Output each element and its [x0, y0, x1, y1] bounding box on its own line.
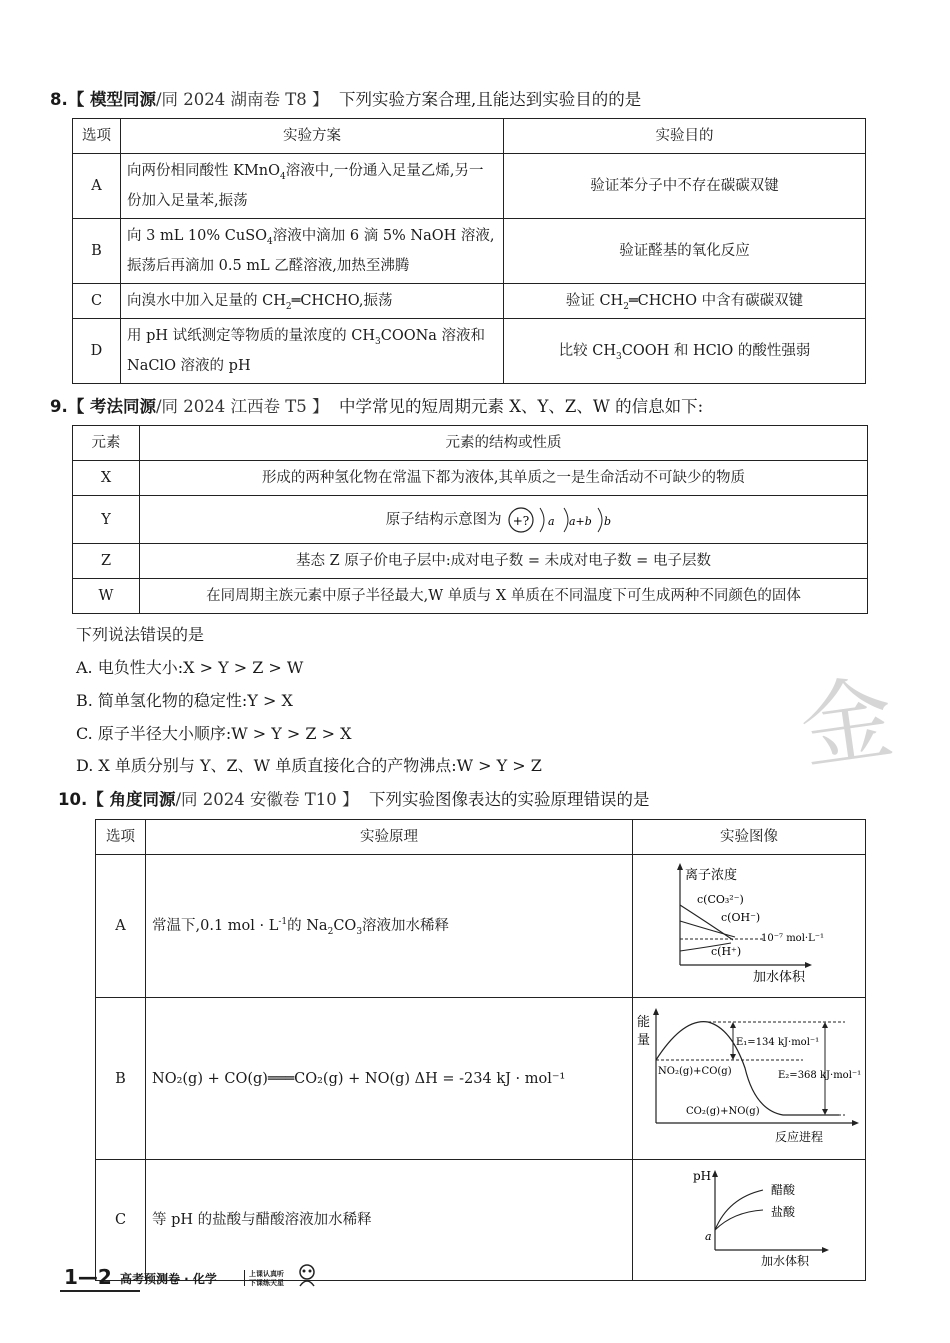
principle-cell: 常温下,0.1 mol · $L^{-1}$的 $Na_2CO_3$溶液加水稀释	[146, 855, 633, 998]
graph-b	[633, 998, 864, 1148]
footer-divider	[244, 1270, 245, 1286]
atom-shell-2: a+b	[569, 514, 593, 528]
graph-a	[633, 855, 864, 986]
q9-table	[72, 425, 868, 614]
graph-b-label-e1: E₁=134 kJ·mol⁻¹	[736, 1037, 820, 1048]
graph-a-xlabel: 加水体积	[753, 970, 806, 985]
graph-a-label-h: c(H⁺)	[711, 945, 742, 958]
table-row: D 用 pH 试纸测定等物质的量浓度的 $CH_3COONa$ 溶液和 NaClO 溶液的 pH 比较 $CH_3COOH$ 和 HClO 的酸性强弱	[73, 319, 866, 384]
atom-structure-cell: 原子结构示意图为 +? a a+b b	[140, 496, 868, 544]
graph-a-label-oh: c(OH⁻)	[721, 911, 761, 924]
atom-structure-diagram	[506, 500, 621, 540]
q9-option-b[interactable]: B. 简单氢化物的稳定性:Y > X	[76, 691, 293, 710]
table-row: B NO₂(g) + CO(g)═══CO₂(g) + NO(g) ΔH = -234 kJ · mol⁻¹ 能 量 E₁=134 kJ·mol⁻¹ E₂=368 kJ·mol⁻¹ NO₂(g)+CO(g) CO₂(g)+NO(g) 反应进程	[96, 998, 866, 1160]
footer-page-number: 1—2	[64, 1265, 112, 1289]
graph-a-label-co3: c(CO₃²⁻)	[697, 893, 744, 906]
q8-table	[72, 118, 866, 384]
q10-header-graph: 实验图像	[633, 820, 866, 855]
q9-prompt: 下列说法错误的是	[76, 625, 205, 644]
footer-slogan-2: 下课练天星	[249, 1279, 284, 1287]
q9-header-element: 元素	[73, 426, 140, 461]
graph-c-cell	[633, 1160, 866, 1281]
q9-option-d[interactable]: D. X 单质分别与 Y、Z、W 单质直接化合的产物沸点:W > Y > Z	[76, 756, 542, 775]
q8-header-plan: 实验方案	[121, 119, 504, 154]
plan-cell: 用 pH 试纸测定等物质的量浓度的 $CH_3COONa$ 溶液和 NaClO 溶液的 pH	[121, 319, 504, 384]
q10-header-principle: 实验原理	[146, 820, 633, 855]
graph-b-cell	[633, 998, 866, 1160]
q10-heading: 10.【 角度同源/同 2024 安徽卷 T10 】 下列实验图像表达的实验原理错误的是	[58, 790, 650, 809]
footer-slogan-1: 上课认真听	[249, 1270, 284, 1278]
q9-option-c[interactable]: C. 原子半径大小顺序:W > Y > Z > X	[76, 724, 352, 743]
graph-b-label-reactants: NO₂(g)+CO(g)	[658, 1066, 732, 1077]
footer-rule	[60, 1290, 140, 1292]
mascot-icon	[292, 1262, 322, 1288]
graph-c-label-acetic: 醋酸	[771, 1183, 796, 1197]
graph-b-label-e2: E₂=368 kJ·mol⁻¹	[778, 1070, 862, 1081]
graph-c-xlabel: 加水体积	[761, 1254, 810, 1268]
plan-cell: 向两份相同酸性 KMnO$_4$溶液中,一份通入足量乙烯,另一份加入足量苯,振荡	[121, 154, 504, 219]
goal-cell: 验证 $CH_2═CHCHO$ 中含有碳碳双键	[504, 284, 866, 319]
q9-option-a[interactable]: A. 电负性大小:X > Y > Z > W	[76, 658, 304, 677]
graph-a-ylabel: 离子浓度	[685, 868, 738, 883]
graph-a-label-1e-7: 10⁻⁷ mol·L⁻¹	[761, 933, 824, 944]
graph-a-cell	[633, 855, 866, 998]
atom-shell-1: a	[548, 514, 555, 528]
table-row: B 向 3 mL 10% CuSO$_4$溶液中滴加 6 滴 5% NaOH 溶液,振荡后再滴加 0.5 mL 乙醛溶液,加热至沸腾 验证醛基的氧化反应	[73, 219, 866, 284]
q10-table	[95, 819, 866, 1281]
plan-cell: 向 3 mL 10% CuSO$_4$溶液中滴加 6 滴 5% NaOH 溶液,振荡后再滴加 0.5 mL 乙醛溶液,加热至沸腾	[121, 219, 504, 284]
table-row: A 常温下,0.1 mol · $L^{-1}$的 $Na_2CO_3$溶液加水稀释 离子浓度 加水体积 c(CO₃²⁻) c(OH⁻) 10⁻⁷ mol·L⁻¹ c(H⁺)	[96, 855, 866, 998]
table-row: X 形成的两种氢化物在常温下都为液体,其单质之一是生命活动不可缺少的物质	[73, 461, 868, 496]
plan-cell: 向溴水中加入足量的 $CH_2═CHCHO$,振荡	[121, 284, 504, 319]
q9-header-info: 元素的结构或性质	[140, 426, 868, 461]
q9-heading: 9.【 考法同源/同 2024 江西卷 T5 】 中学常见的短周期元素 X、Y、Z、W 的信息如下:	[50, 397, 704, 416]
table-row: Z 基态 Z 原子价电子层中:成对电子数 = 未成对电子数 = 电子层数	[73, 544, 868, 579]
q8-heading: 8.【 模型同源/同 2024 湖南卷 T8 】 下列实验方案合理,且能达到实验目的的是	[50, 90, 642, 109]
table-row: Y 原子结构示意图为 +? a a+b b	[73, 496, 868, 544]
table-row: C 向溴水中加入足量的 $CH_2═CHCHO$,振荡 验证 $CH_2═CHCHO$ 中含有碳碳双键	[73, 284, 866, 319]
graph-b-xlabel: 反应进程	[775, 1130, 824, 1144]
graph-b-ylabel-1: 能	[637, 1015, 651, 1030]
graph-b-ylabel-2: 量	[637, 1033, 651, 1048]
q8-header-option: 选项	[73, 119, 121, 154]
graph-c-label-hcl: 盐酸	[771, 1205, 796, 1219]
graph-c-ylabel: pH	[693, 1169, 712, 1183]
atom-nucleus: +?	[513, 513, 530, 528]
graph-b-label-products: CO₂(g)+NO(g)	[686, 1106, 760, 1117]
q10-header-option: 选项	[96, 820, 146, 855]
table-row: C 等 pH 的盐酸与醋酸溶液加水稀释 pH 醋酸 盐酸 a 加水体积	[96, 1160, 866, 1281]
graph-c	[633, 1160, 864, 1269]
graph-c-curve-hcl	[715, 1210, 763, 1230]
table-row: A 向两份相同酸性 KMnO$_4$溶液中,一份通入足量乙烯,另一份加入足量苯,振荡 验证苯分子中不存在碳碳双键	[73, 154, 866, 219]
table-row: W 在同周期主族元素中原子半径最大,W 单质与 X 单质在不同温度下可生成两种不同颜色的固体	[73, 579, 868, 614]
watermark: 金	[794, 664, 901, 783]
graph-c-origin: a	[705, 1230, 712, 1243]
goal-cell: 比较 $CH_3COOH$ 和 HClO 的酸性强弱	[504, 319, 866, 384]
atom-shell-3: b	[604, 514, 612, 528]
footer-title: 高考预测卷 · 化学	[120, 1272, 217, 1286]
q8-header-goal: 实验目的	[504, 119, 866, 154]
